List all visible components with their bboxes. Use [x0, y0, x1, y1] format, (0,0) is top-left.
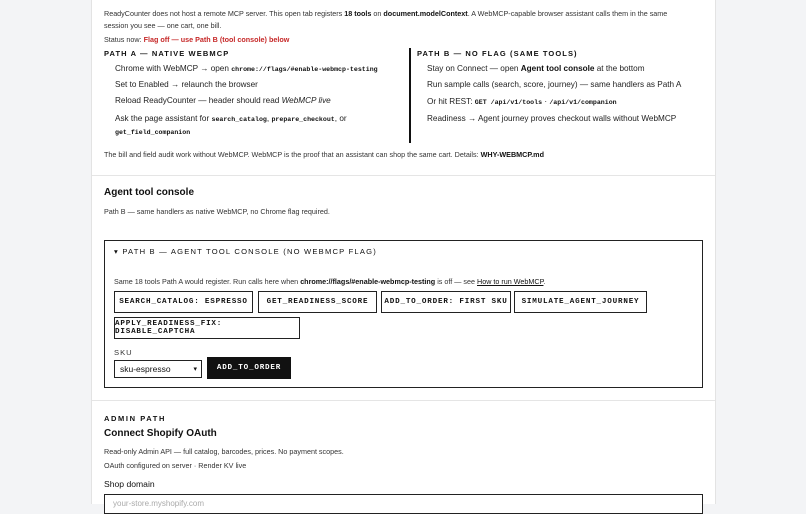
admin-line-1: Read-only Admin API — full catalog, barcodes, prices. No payment scopes. — [104, 447, 344, 456]
admin-label: ADMIN PATH — [104, 414, 166, 423]
path-a-step-4: Ask the page assistant for search_catalog, prepare_checkout, or — [115, 114, 347, 123]
path-a-step-4-cont: get_field_companion — [115, 129, 191, 136]
path-b-step-2: Run sample calls (search, score, journey) — same handlers as Path A — [427, 80, 682, 89]
intro-section — [92, 0, 715, 44]
sku-label: SKU — [114, 348, 133, 357]
page — [91, 0, 716, 508]
console-description: Path B — same handlers as native WebMCP, no Chrome flag required. — [104, 207, 330, 216]
get-readiness-score-button[interactable]: GET_READINESS_SCORE — [258, 291, 377, 313]
simulate-agent-journey-button[interactable]: SIMULATE_AGENT_JOURNEY — [514, 291, 647, 313]
path-b-step-1: Stay on Connect — open Agent tool console at the bottom — [427, 64, 645, 73]
path-a-step-1: Chrome with WebMCP → open chrome://flags/#enable-webmcp-testing — [115, 64, 378, 73]
why-webmcp-link[interactable]: WHY-WEBMCP.md — [480, 150, 544, 159]
path-a-step-3: Reload ReadyCounter — header should read WebMCP live — [115, 96, 331, 105]
add-to-order-button[interactable]: ADD_TO_ORDER — [207, 357, 291, 379]
section-divider — [92, 175, 715, 176]
how-to-run-link[interactable]: How to run WebMCP — [477, 277, 544, 286]
path-a-step-2: Set to Enabled → relaunch the browser — [115, 80, 258, 89]
path-b-step-4: Readiness → Agent journey proves checkout walls without WebMCP — [427, 114, 677, 123]
console-title: Agent tool console — [104, 187, 194, 198]
path-b-step-3: Or hit REST: GET /api/v1/tools · /api/v1/companion — [427, 97, 617, 106]
shop-domain-input[interactable]: your-store.myshopify.com — [104, 494, 703, 514]
admin-title: Connect Shopify OAuth — [104, 428, 217, 439]
search-catalog-button[interactable]: SEARCH_CATALOG: ESPRESSO — [114, 291, 253, 313]
path-a-heading: PATH A — NATIVE WEBMCP — [104, 49, 230, 58]
intro-text: ReadyCounter does not host a remote MCP server. This open tab registers 18 tools on document.modelContext. A WebMCP-capable browser assistant calls them in the same session you see — one cart, one bill. — [104, 9, 668, 30]
apply-readiness-fix-button[interactable]: APPLY_READINESS_FIX: DISABLE_CAPTCHA — [114, 317, 300, 339]
footnote: The bill and field audit work without WebMCP. WebMCP is the proof that an assistant can shop the same cart. Details: WHY-WEBMCP.md — [104, 150, 544, 159]
admin-line-2: OAuth configured on server · Render KV live — [104, 461, 247, 470]
add-to-order-first-sku-button[interactable]: ADD_TO_ORDER: FIRST SKU — [381, 291, 511, 313]
sku-select[interactable]: sku-espresso ▾ — [114, 360, 202, 378]
tool-console-panel — [104, 240, 703, 388]
status-badge: Flag off — use Path B (tool console) below — [143, 35, 290, 44]
tool-console-summary[interactable]: ▾ PATH B — AGENT TOOL CONSOLE (NO WEBMCP FLAG) — [114, 247, 377, 256]
path-divider — [409, 48, 411, 143]
status-line: Status now: Flag off — use Path B (tool console) below — [104, 35, 290, 44]
shop-domain-label: Shop domain — [104, 479, 155, 489]
disclosure-triangle-icon: ▾ — [114, 247, 120, 256]
section-divider-2 — [92, 400, 715, 401]
panel-description: Same 18 tools Path A would register. Run calls here when chrome://flags/#enable-webmcp-testing is off — see How to run WebMCP. — [114, 277, 546, 286]
chevron-down-icon: ▾ — [193, 366, 197, 373]
path-b-heading: PATH B — NO FLAG (SAME TOOLS) — [417, 49, 578, 58]
